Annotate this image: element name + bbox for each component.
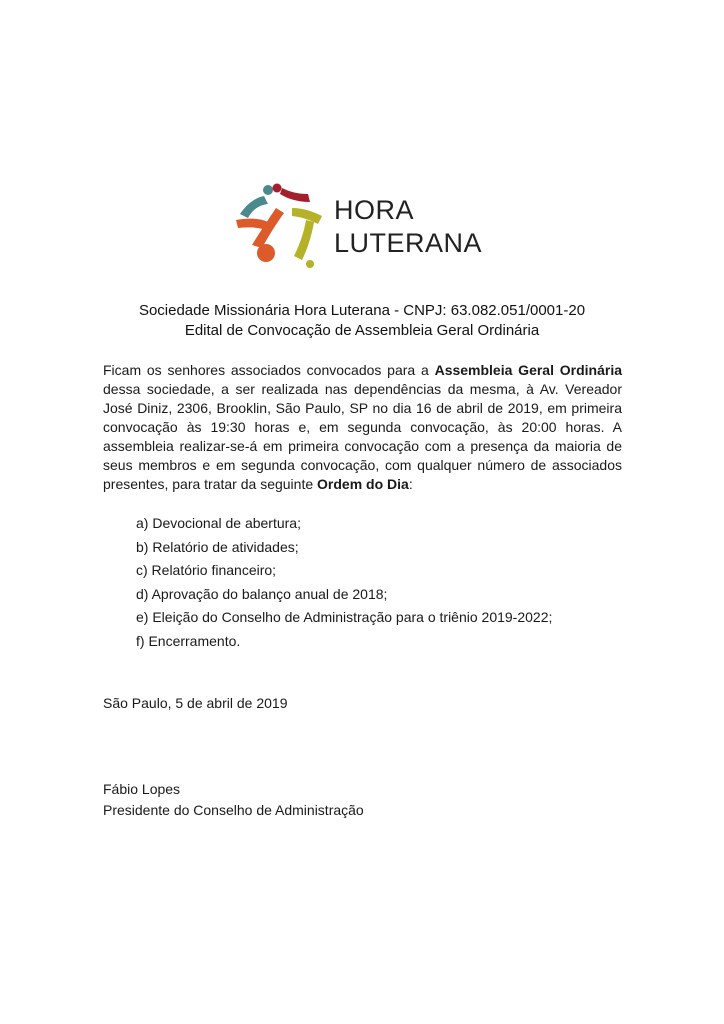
logo-line-2: LUTERANA <box>334 228 483 258</box>
agenda-item: c) Relatório financeiro; <box>136 562 277 578</box>
heading-organization: Sociedade Missionária Hora Luterana - CNPJ: 63.082.051/0001-20 <box>138 302 586 319</box>
signer-title: Presidente do Conselho de Administração <box>103 802 364 818</box>
logo-line-1: HORA <box>334 195 415 225</box>
agenda-list <box>136 512 552 653</box>
document-heading <box>0 301 724 341</box>
signer-name: Fábio Lopes <box>103 781 181 797</box>
agenda-item: e) Eleição do Conselho de Administração para o triênio 2019-2022; <box>136 609 553 625</box>
logo-wordmark <box>334 194 482 260</box>
body-text-2: dessa sociedade, a ser realizada nas dependências da mesma, à Av. Vereador José Diniz, 2306, Brooklin, São Paulo, SP no dia 16 de abril de 2019, em primeira convocação às 19:30 horas e, em segunda convocação, às 20:00 horas. A assembleia realizar-se-á em primeira convocação com a presença da maioria de seus membros e em segunda convocação, com qualquer número de associados presentes, para tratar da seguinte <box>103 381 622 492</box>
agenda-item: f) Encerramento. <box>136 632 241 649</box>
agenda-item: d) Aprovação do balanço anual de 2018; <box>136 585 388 602</box>
body-text-3: : <box>408 476 413 492</box>
document-date: São Paulo, 5 de abril de 2019 <box>103 695 288 711</box>
agenda-item: b) Relatório de atividades; <box>136 538 299 555</box>
agenda-item: a) Devocional de abertura; <box>136 515 301 531</box>
signature-block <box>103 779 364 821</box>
body-bold-agenda: Ordem do Dia <box>317 476 409 492</box>
body-paragraph <box>103 361 622 494</box>
hora-luterana-logo <box>228 180 488 270</box>
heading-title: Edital de Convocação de Assembleia Geral Ordinária <box>184 322 540 339</box>
body-text-1: Ficam os senhores associados convocados para a <box>103 362 435 378</box>
logo-mark-icon <box>228 180 328 270</box>
body-bold-assembly: Assembleia Geral Ordinária <box>434 362 623 378</box>
